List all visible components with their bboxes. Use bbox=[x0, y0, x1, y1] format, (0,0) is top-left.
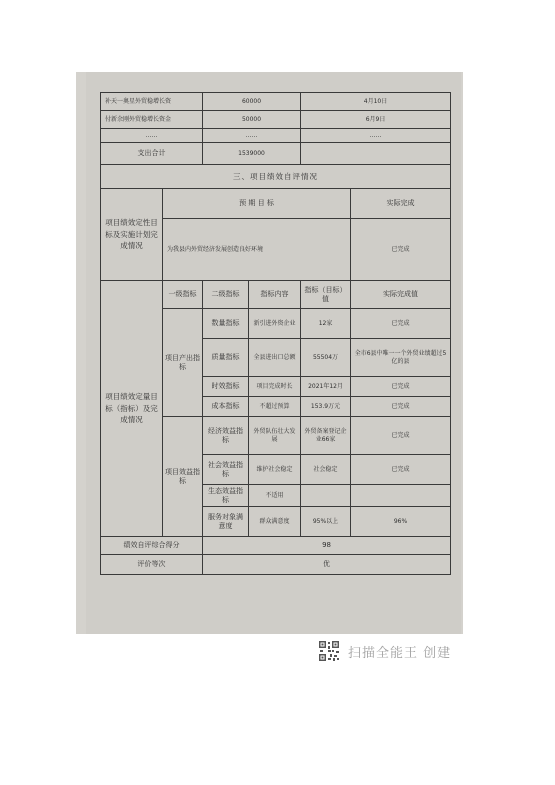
content-cell: 全县进出口总额 bbox=[249, 339, 301, 377]
header-target: 指标（目标）值 bbox=[301, 281, 351, 309]
budget-date: 6月9日 bbox=[301, 111, 451, 129]
level2-cell: 社会效益指标 bbox=[203, 455, 249, 485]
level1-cell: 项目产出指标 bbox=[163, 309, 203, 417]
total-amount: 1539000 bbox=[203, 143, 301, 165]
grade-value: 优 bbox=[203, 555, 451, 575]
level2-cell: 质量指标 bbox=[203, 339, 249, 377]
content-cell: 维护社会稳定 bbox=[249, 455, 301, 485]
budget-row bbox=[101, 93, 451, 111]
actual-cell: 全市6县中唯一一个外贸业绩超过5亿的县 bbox=[351, 339, 451, 377]
header-level2: 二级指标 bbox=[203, 281, 249, 309]
total-label: 支出合计 bbox=[101, 143, 203, 165]
budget-amount: 50000 bbox=[203, 111, 301, 129]
content-cell: 项目完成时长 bbox=[249, 377, 301, 397]
budget-date: 4月10日 bbox=[301, 93, 451, 111]
budget-date: …… bbox=[301, 129, 451, 143]
target-cell: 外贸备案登记企业66家 bbox=[301, 417, 351, 455]
actual-cell bbox=[351, 485, 451, 507]
actual-cell: 已完成 bbox=[351, 397, 451, 417]
level1-cell: 项目效益指标 bbox=[163, 417, 203, 537]
expected-text: 为我县内外贸经济发展创造良好环境 bbox=[163, 219, 351, 281]
total-empty bbox=[301, 143, 451, 165]
header-actual: 实际完成值 bbox=[351, 281, 451, 309]
budget-item: 付新余刚外贸稳增长资金 bbox=[101, 111, 203, 129]
level2-cell: 数量指标 bbox=[203, 309, 249, 339]
total-row bbox=[101, 143, 451, 165]
level2-cell: 服务对象满意度 bbox=[203, 507, 249, 537]
quant-header-row bbox=[101, 281, 451, 309]
watermark-text: 扫描全能王 创建 bbox=[348, 645, 452, 661]
qr-code-icon bbox=[318, 640, 340, 662]
quant-label: 项目绩效定量目标（指标）及完成情况 bbox=[101, 281, 163, 537]
budget-item: 补天一奥星外贸稳增长资 bbox=[101, 93, 203, 111]
content-cell: 不超过预算 bbox=[249, 397, 301, 417]
target-cell: 社会稳定 bbox=[301, 455, 351, 485]
header-content: 指标内容 bbox=[249, 281, 301, 309]
actual-text: 已完成 bbox=[351, 219, 451, 281]
actual-cell: 已完成 bbox=[351, 377, 451, 397]
score-row bbox=[101, 537, 451, 555]
expected-header: 预 期 目 标 bbox=[163, 189, 351, 219]
actual-header: 实际完成 bbox=[351, 189, 451, 219]
content-cell: 新引进外资企业 bbox=[249, 309, 301, 339]
target-cell: 2021年12月 bbox=[301, 377, 351, 397]
section-row bbox=[101, 165, 451, 189]
scanned-photo bbox=[76, 72, 463, 634]
budget-item: …… bbox=[101, 129, 203, 143]
content-cell: 不适用 bbox=[249, 485, 301, 507]
score-value: 98 bbox=[203, 537, 451, 555]
header-level1: 一级指标 bbox=[163, 281, 203, 309]
document-page bbox=[86, 72, 461, 634]
content-cell: 外贸队伍壮大发展 bbox=[249, 417, 301, 455]
section-title: 三、项目绩效自评情况 bbox=[101, 165, 451, 189]
target-cell: 153.9万元 bbox=[301, 397, 351, 417]
budget-row bbox=[101, 129, 451, 143]
actual-cell: 已完成 bbox=[351, 309, 451, 339]
level2-cell: 时效指标 bbox=[203, 377, 249, 397]
score-label: 绩效自评综合得分 bbox=[101, 537, 203, 555]
target-cell: 55504万 bbox=[301, 339, 351, 377]
performance-table bbox=[100, 92, 451, 575]
goal-label: 项目绩效定性目标及实施计划完成情况 bbox=[101, 189, 163, 281]
level2-cell: 经济效益指标 bbox=[203, 417, 249, 455]
grade-label: 评价等次 bbox=[101, 555, 203, 575]
budget-amount: …… bbox=[203, 129, 301, 143]
budget-row bbox=[101, 111, 451, 129]
watermark bbox=[318, 640, 451, 662]
actual-cell: 96% bbox=[351, 507, 451, 537]
level2-cell: 生态效益指标 bbox=[203, 485, 249, 507]
target-cell: 95%以上 bbox=[301, 507, 351, 537]
level2-cell: 成本指标 bbox=[203, 397, 249, 417]
budget-amount: 60000 bbox=[203, 93, 301, 111]
target-cell: 12家 bbox=[301, 309, 351, 339]
target-cell bbox=[301, 485, 351, 507]
goal-header-row bbox=[101, 189, 451, 219]
grade-row bbox=[101, 555, 451, 575]
actual-cell: 已完成 bbox=[351, 417, 451, 455]
actual-cell: 已完成 bbox=[351, 455, 451, 485]
content-cell: 群众满意度 bbox=[249, 507, 301, 537]
